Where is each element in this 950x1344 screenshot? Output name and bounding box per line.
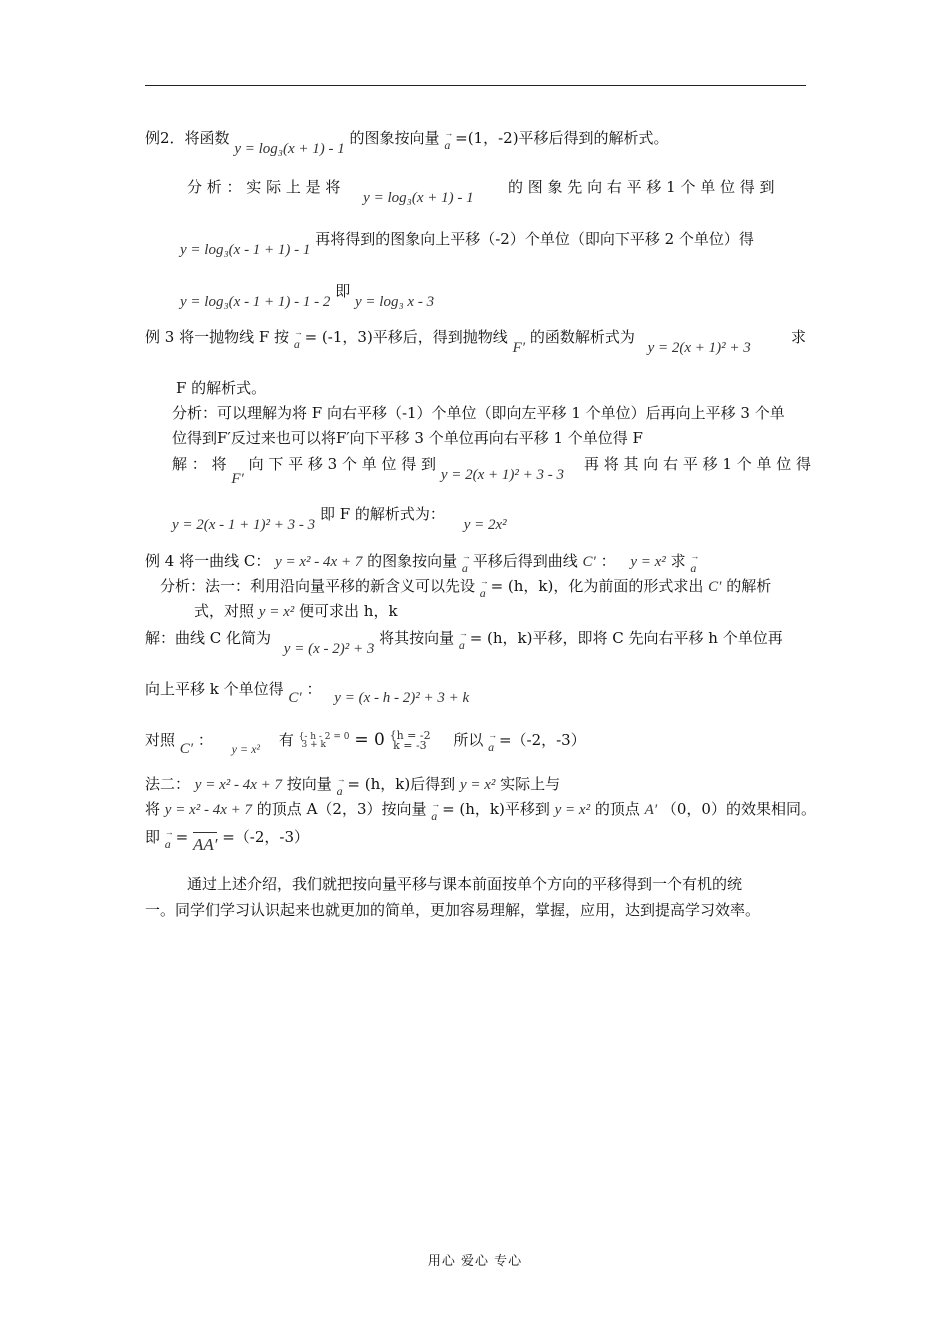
equation-system-right: {h = -2 k = -3 xyxy=(389,729,431,752)
ex4-method2-line2 xyxy=(145,798,816,821)
vector-aa-prime: AA′ xyxy=(193,832,218,856)
ex2-label: 例2．将函数 xyxy=(145,129,230,147)
solution-text: 将其按向量 xyxy=(379,629,455,647)
solution-text: = (h，k)平移，即将 C 先向右平移 h 个单位再 xyxy=(469,629,783,647)
method2-text: =（-2，-3） xyxy=(222,828,310,846)
ex2-text: 的图象按向量 xyxy=(349,129,440,147)
ex3-analysis-line2 xyxy=(172,427,643,449)
compare-text: 所以 xyxy=(453,731,484,749)
method2-text: = (h，k)后得到 xyxy=(347,775,456,793)
formula: y = 2(x + 1)² + 3 - 3 xyxy=(440,467,564,483)
c-prime: C′ xyxy=(582,554,596,570)
ex3-line xyxy=(145,326,751,356)
ex2-text: =(1，-2)平移后得到的解析式。 xyxy=(455,129,669,147)
formula: y = (x - h - 2)² + 3 + k xyxy=(334,690,470,706)
method2-text: = (h，k)平移到 xyxy=(442,800,550,818)
analysis-text: 便可求出 h，k xyxy=(299,602,398,620)
ex2-analysis-line1 xyxy=(187,176,474,206)
analysis-text: 分析：可以理解为将 F 向右平移（-1）个单位（即向左平移 1 个单位）后再向上平移 3 个单 xyxy=(172,404,785,422)
ex4-line xyxy=(145,550,696,573)
system-solution-k: k = -3 xyxy=(393,739,427,752)
formula: y = x² - 4x + 7 xyxy=(164,802,253,818)
ex2-line xyxy=(145,127,669,157)
method2-text: 的顶点 xyxy=(594,800,640,818)
page-footer: 用心 爱心 专心 xyxy=(427,1254,523,1269)
compare-text: 对照 xyxy=(145,731,176,749)
analysis-text: = (h，k)，化为前面的形式求出 xyxy=(490,577,704,595)
vector-a: → a xyxy=(488,736,494,758)
solution-text: 即 F 的解析式为： xyxy=(319,505,445,523)
c-prime: C′ xyxy=(708,579,722,595)
summary-text: 一。同学们学习认识起来也就更加的简单，更加容易理解，掌握，应用，达到提高学习效率。 xyxy=(145,901,761,919)
formula: y = x² xyxy=(554,802,591,818)
ex2-analysis-line1b xyxy=(508,176,775,198)
ex3-solution-line2 xyxy=(172,503,507,533)
ex2-analysis-line3 xyxy=(180,280,435,310)
c-prime: C′ xyxy=(288,690,302,706)
summary-text: 通过上述介绍，我们就把按向量平移与课本前面按单个方向的平移得到一个有机的统 xyxy=(187,875,743,893)
ex3-text: F 的解析式。 xyxy=(176,379,267,397)
ex3-label: 例 3 将一抛物线 F 按 xyxy=(145,328,290,346)
ex4-text: ： xyxy=(600,552,616,570)
compare-text: 有 xyxy=(278,731,294,749)
a-prime: A′ xyxy=(644,802,658,818)
ex3-line2 xyxy=(176,377,266,399)
ex4-text: 平移后得到曲线 xyxy=(472,552,578,570)
vector-a: → a xyxy=(294,333,300,355)
formula: y = x² xyxy=(258,604,295,620)
formula: y = 2(x + 1)² + 3 xyxy=(647,340,751,356)
solution-text: 向上平移 k 个单位得 xyxy=(145,680,284,698)
vector-a: → a xyxy=(462,557,468,579)
ex4-method2-line3 xyxy=(145,824,310,854)
method2-text: 实际上与 xyxy=(500,775,561,793)
formula: y = (x - 2)² + 3 xyxy=(283,641,375,657)
analysis-text: 位得到F′反过来也可以将F′向下平移 3 个单位再向右平移 1 个单位得 F xyxy=(172,429,643,447)
ex3-text: 的函数解析式为 xyxy=(529,328,635,346)
vector-a: → a xyxy=(337,780,343,802)
header-rule xyxy=(145,85,806,86)
analysis-text: 再将得到的图象向上平移（-2）个单位（即向下平移 2 个单位）得 xyxy=(315,230,754,248)
solution-text: 解：曲线 C 化简为 xyxy=(145,629,272,647)
ex4-label: 例 4 将一曲线 C： xyxy=(145,552,271,570)
analysis-text: 分析：法一：利用沿向量平移的新含义可以先设 xyxy=(160,577,476,595)
summary-line1 xyxy=(187,873,742,895)
ex2-analysis-line2 xyxy=(180,228,754,258)
method2-text: 法二： xyxy=(145,775,191,793)
f-prime: F′ xyxy=(512,340,526,356)
vector-a: → a xyxy=(459,634,465,656)
analysis-text: 的解析 xyxy=(726,577,772,595)
formula: y = x² xyxy=(231,742,261,756)
summary-line2 xyxy=(145,899,760,921)
c-prime: C′ xyxy=(179,741,194,757)
vector-a: → a xyxy=(690,557,696,579)
ex4-text: 求 xyxy=(670,552,686,570)
method2-text: = xyxy=(175,828,189,846)
system-equation-1: - h - 2 = 0 xyxy=(304,732,350,742)
method2-text: （0，0）的效果相同。 xyxy=(661,800,816,818)
solution-text: ： xyxy=(306,680,322,698)
formula: y = x² xyxy=(459,777,496,793)
ex4-text: 的图象按向量 xyxy=(367,552,458,570)
formula: y = 2(x - 1 + 1)² + 3 - 3 xyxy=(172,517,316,533)
ex3-solution-line1 xyxy=(172,453,564,487)
solution-text: 解 ： 将 xyxy=(172,455,227,473)
ex4-analysis-line2 xyxy=(194,600,398,623)
formula: y = log₃(x - 1 + 1) - 1 - 2 xyxy=(180,294,331,310)
ex3-analysis-line1 xyxy=(172,402,785,424)
vector-a: → a xyxy=(444,134,450,156)
formula: y = log₃ x - 3 xyxy=(355,294,435,310)
vector-a: → a xyxy=(431,805,437,827)
ex2-function: y = log₃(x + 1) - 1 xyxy=(234,141,345,157)
ex4-method2-line1 xyxy=(145,773,560,796)
analysis-text: 即 xyxy=(335,282,351,300)
system-solution-h: h = -2 xyxy=(396,729,431,742)
solution-text: 再 将 其 向 右 平 移 1 个 单 位 得 xyxy=(584,455,811,473)
formula: y = log₃(x - 1 + 1) - 1 xyxy=(180,242,311,258)
compare-text: =（-2，-3） xyxy=(498,731,586,749)
ex3-text: 求 xyxy=(791,328,807,346)
ex3-text: = (-1，3)平移后，得到抛物线 xyxy=(304,328,508,346)
method2-text: 的顶点 A（2，3）按向量 xyxy=(256,800,427,818)
formula: y = 2x² xyxy=(463,517,507,533)
system-equals: = 0 xyxy=(354,730,385,750)
f-prime: F′ xyxy=(231,471,244,487)
equation-system-left: {- h - 2 = 0 3 + k xyxy=(298,732,350,750)
ex4-compare-line xyxy=(145,729,586,757)
formula: y = x² - 4x + 7 xyxy=(275,554,363,570)
ex3-solution-line1b xyxy=(584,453,811,475)
formula: y = log₃(x + 1) - 1 xyxy=(363,190,474,206)
compare-text: ： xyxy=(197,731,213,749)
system-equation-2: 3 + k xyxy=(301,740,326,750)
ex4-solution-line2 xyxy=(145,678,470,706)
vector-a: → a xyxy=(165,833,171,855)
ex3-line-end xyxy=(791,326,806,348)
formula: y = x² - 4x + 7 xyxy=(194,777,283,793)
solution-text: 向 下 平 移 3 个 单 位 得 到 xyxy=(248,455,437,473)
method2-text: 即 xyxy=(145,828,161,846)
ex4-analysis-line1 xyxy=(160,575,771,598)
analysis-text: 的 图 象 先 向 右 平 移 1 个 单 位 得 到 xyxy=(508,178,775,196)
vector-a: → a xyxy=(480,582,486,604)
method2-text: 将 xyxy=(145,800,161,818)
formula: y = x² xyxy=(630,554,666,570)
analysis-text: 式，对照 xyxy=(194,602,255,620)
ex4-solution-line1 xyxy=(145,627,783,657)
analysis-text: 分 析 ： 实 际 上 是 将 xyxy=(187,178,341,196)
method2-text: 按向量 xyxy=(286,775,332,793)
